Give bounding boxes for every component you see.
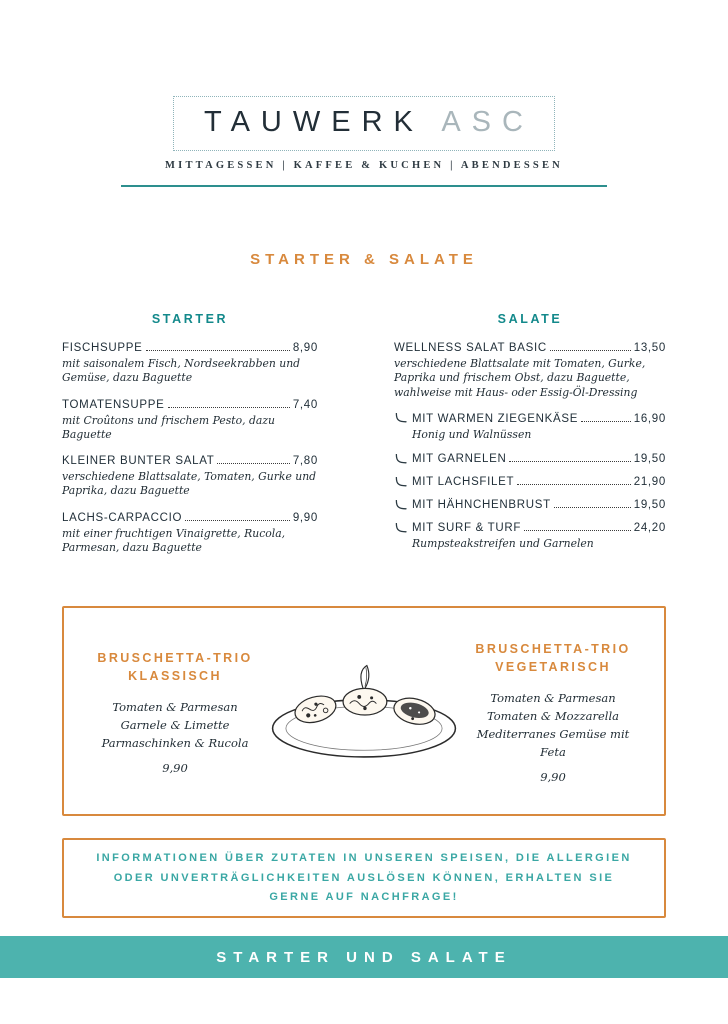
feature-title-line: KLASSISCH <box>128 669 222 684</box>
menu-item <box>62 342 318 386</box>
dotted-leader <box>517 484 630 485</box>
bruschetta-vegetarisch <box>464 640 642 786</box>
column-salate <box>394 312 666 568</box>
item-price: 7,80 <box>292 455 318 467</box>
feature-line: Mediterranes Gemüse mit Feta <box>476 726 630 759</box>
column-starter-header: STARTER <box>151 312 229 326</box>
dotted-leader <box>168 407 290 408</box>
curved-arrow-icon <box>394 477 407 488</box>
item-price: 19,50 <box>633 499 666 511</box>
dotted-leader <box>509 461 630 462</box>
allergy-info-box: INFORMATIONEN ÜBER ZUTATEN IN UNSEREN SPEISEN, DIE ALLERGIEN ODER UNVERTRÄGLICHKEITEN AUSLÖSEN KÖNNEN, ERHALTEN SIE GERNE AUF NACHFRAGE! <box>62 838 666 918</box>
feature-price: 9,90 <box>540 769 566 784</box>
menu-sub-item <box>394 522 666 551</box>
dotted-leader <box>581 421 631 422</box>
menu-sub-item <box>394 499 666 511</box>
curved-arrow-icon <box>394 413 407 424</box>
item-price: 16,90 <box>633 412 666 425</box>
feature-line: Tomaten & Parmesan <box>112 700 238 715</box>
curved-arrow-icon <box>394 454 407 465</box>
column-salate-header: SALATE <box>497 312 563 326</box>
menu-sub-item <box>394 453 666 465</box>
item-description: verschiedene Blattsalate, Tomaten, Gurke und Paprika, dazu Baguette <box>62 470 317 498</box>
item-price: 21,90 <box>633 476 666 488</box>
item-price: 8,90 <box>292 342 318 354</box>
dotted-leader <box>185 520 290 521</box>
feature-price: 9,90 <box>162 760 188 775</box>
item-description: mit Croûtons und frischem Pesto, dazu Baguette <box>62 413 275 441</box>
dotted-leader <box>217 463 289 464</box>
dotted-leader <box>554 507 631 508</box>
item-name: MIT GARNELEN <box>412 453 507 465</box>
feature-line: Tomaten & Mozzarella <box>486 709 620 724</box>
item-price: 7,40 <box>292 398 318 411</box>
bruschetta-feature-box <box>62 606 666 816</box>
column-starter <box>62 312 318 568</box>
item-price: 9,90 <box>292 511 318 524</box>
item-name: MIT HÄHNCHENBRUST <box>412 499 551 511</box>
menu-sub-item <box>394 476 666 488</box>
feature-title-line: BRUSCHETTA-TRIO <box>475 642 631 656</box>
brand-tagline: MITTAGESSEN | KAFFEE & KUCHEN | ABENDESSEN <box>165 160 563 171</box>
item-name: KLEINER BUNTER SALAT <box>62 455 215 467</box>
bruschetta-klassisch <box>86 649 264 778</box>
header-divider <box>121 185 607 187</box>
item-price: 19,50 <box>633 453 666 465</box>
item-name: FISCHSUPPE <box>62 342 143 354</box>
feature-line: Parmaschinken & Rucola <box>101 735 249 750</box>
page-title: STARTER & SALATE <box>250 251 478 268</box>
menu-item <box>62 512 318 556</box>
item-description: Honig und Walnüssen <box>412 427 532 441</box>
dotted-leader <box>524 530 631 531</box>
item-description: mit einer fruchtigen Vinaigrette, Rucola, Parmesan, dazu Baguette <box>62 526 286 554</box>
header <box>0 0 728 187</box>
item-name: WELLNESS SALAT BASIC <box>394 342 547 354</box>
dotted-leader <box>550 350 631 351</box>
item-description: verschiedene Blattsalate mit Tomaten, Gurke, Paprika und frischem Obst, dazu Baguette, wahlweise mit Haus- oder Essig-Öl-Dressing <box>394 357 646 399</box>
brand-logo <box>204 106 534 139</box>
item-name: TOMATENSUPPE <box>62 398 165 411</box>
brand-logo-secondary: ASC <box>441 106 534 138</box>
item-name: LACHS-CARPACCIO <box>62 511 183 524</box>
item-price: 13,50 <box>633 342 666 354</box>
feature-title-line: VEGETARISCH <box>495 660 611 675</box>
feature-line: Garnele & Limette <box>120 717 230 732</box>
feature-title-line: BRUSCHETTA-TRIO <box>97 650 253 665</box>
menu-item <box>62 455 318 499</box>
bruschetta-plate-illustration <box>264 656 464 770</box>
item-description: Rumpsteakstreifen und Garnelen <box>412 537 594 550</box>
item-price: 24,20 <box>633 522 666 534</box>
curved-arrow-icon <box>394 523 407 534</box>
footer-label: STARTER UND SALATE <box>216 948 512 966</box>
item-name: MIT SURF & TURF <box>412 522 522 534</box>
menu-item <box>394 342 666 400</box>
brand-logo-box <box>173 96 555 151</box>
item-name: MIT WARMEN ZIEGENKÄSE <box>412 412 579 425</box>
item-description: mit saisonalem Fisch, Nordseekrabben und Gemüse, dazu Baguette <box>62 357 301 385</box>
curved-arrow-icon <box>394 500 407 511</box>
brand-logo-primary: TAUWERK <box>204 106 424 138</box>
footer-band <box>0 936 728 978</box>
feature-line: Tomaten & Parmesan <box>490 691 616 706</box>
menu-columns <box>0 312 728 568</box>
menu-item <box>62 399 318 443</box>
item-name: MIT LACHSFILET <box>412 476 515 488</box>
menu-sub-item <box>394 413 666 442</box>
dotted-leader <box>146 350 290 351</box>
